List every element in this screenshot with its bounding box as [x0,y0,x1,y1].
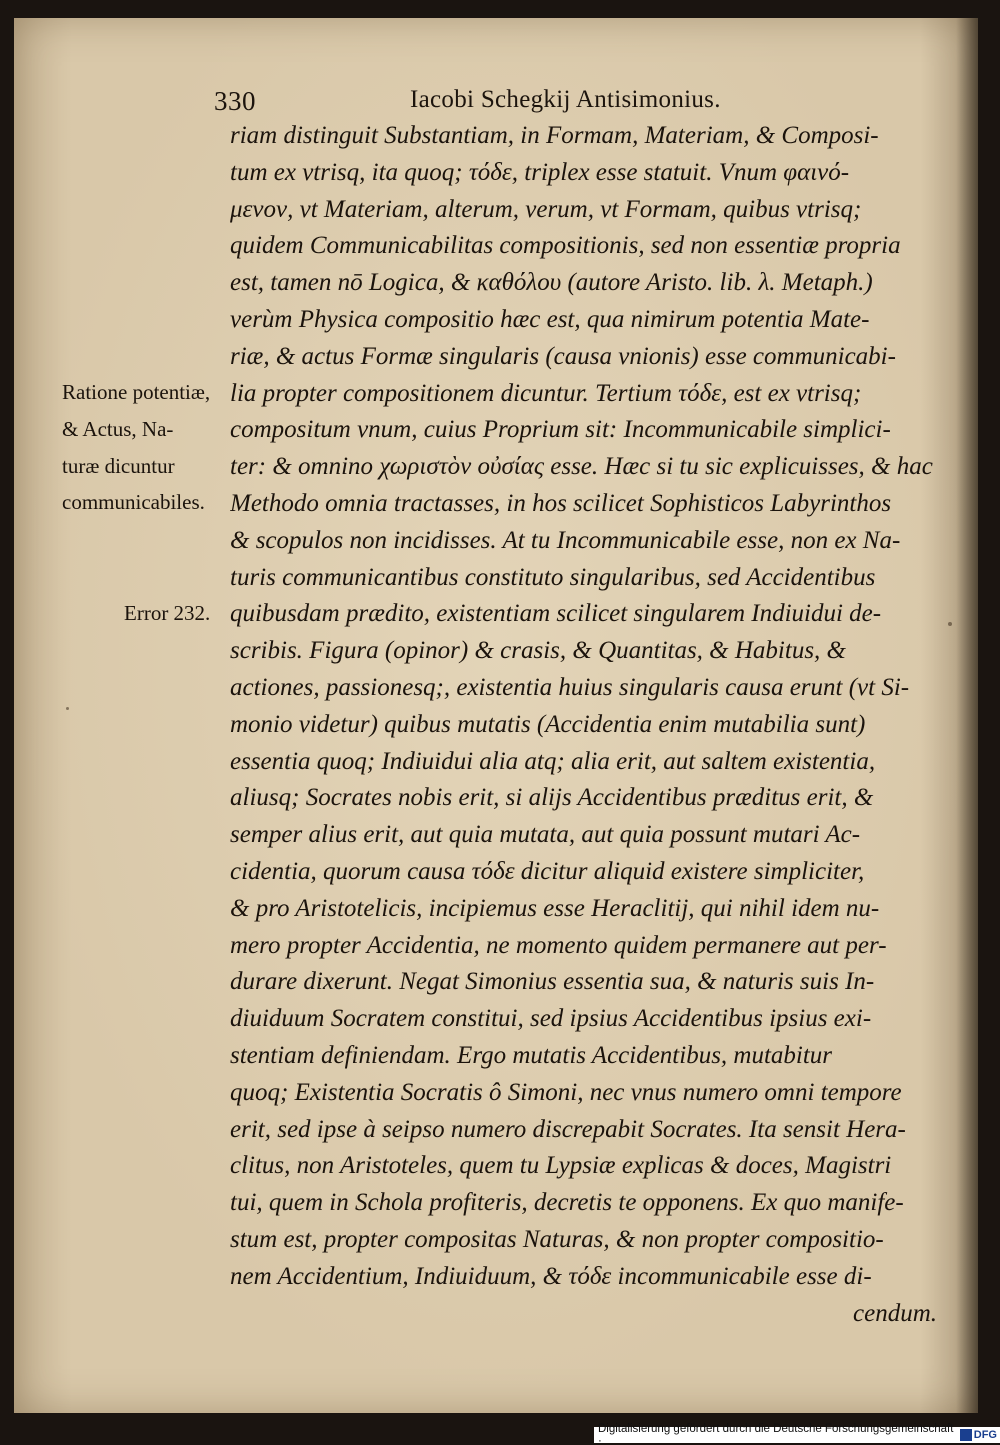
text-line: tum ex vtrisq, ita quoq; τόδε, triplex esse statuit. Vnum φαινό- [230,158,850,186]
margin-note-line: communicabiles. [62,490,205,515]
text-line: nem Accidentium, Indiuiduum, & τόδε incommunicabile esse di- [230,1262,872,1290]
text-line: turis communicantibus constituto singularibus, sed Accidentibus [230,563,876,591]
gutter-shadow [956,18,978,1413]
text-line: μενον, vt Materiam, alterum, verum, vt Formam, quibus vtrisq; [230,195,862,223]
text-line: stum est, propter compositas Naturas, & non propter compositio- [230,1225,884,1253]
text-line: erit, sed ipse à seipso numero discrepabit Socrates. Ita sensit Hera- [230,1115,906,1143]
text-line: actiones, passionesq;, existentia huius singularis causa erunt (vt Si- [230,673,910,701]
margin-note-line: turæ dicuntur [62,453,175,478]
text-line: cidentia, quorum causa τόδε dicitur aliquid existere simpliciter, [230,857,865,885]
margin-note-line: Error 232. [124,601,211,625]
text-line: quibusdam prædito, existentiam scilicet singularem Indiuidui de- [230,600,882,628]
text-line: quoq; Existentia Socratis ô Simoni, nec vnus numero omni tempore [230,1078,902,1106]
text-line: lia propter compositionem dicuntur. Tertium τόδε, est ex vtrisq; [230,379,862,407]
text-line: compositum vnum, cuius Proprium sit: Incommunicabile simplici- [230,416,891,444]
text-line: Methodo omnia tractasses, in hos scilicet Sophisticos Labyrinthos [230,489,892,517]
text-line: durare dixerunt. Negat Simonius essentia sua, & naturis suis In- [230,968,875,996]
text-line: quidem Communicabilitas compositionis, sed non essentiæ propria [230,232,901,260]
paper-speck [948,622,952,626]
text-line: monio videtur) quibus mutatis (Accidentia enim mutabilia sunt) [230,710,866,738]
body-text [230,118,955,1332]
text-line: scribis. Figura (opinor) & crasis, & Quantitas, & Habitus, & [230,637,847,665]
dfg-logo-mark-icon [960,1429,972,1441]
text-line: ter: & omnino χωριστὸν οὐσίας esse. Hæc si tu sic explicuisses, & hac [230,453,933,481]
text-line: essentia quoq; Indiuidui alia atq; alia erit, aut saltem existentia, [230,747,876,775]
text-line: tui, quem in Schola profiteris, decretis te opponens. Ex quo manife- [230,1189,904,1217]
text-line: stentiam definiendam. Ergo mutatis Accidentibus, mutabitur [230,1041,833,1069]
page-header [214,78,934,122]
text-line: & scopulos non incidisses. At tu Incommunicabile esse, non ex Na- [230,526,901,554]
margin-note-error [124,595,210,632]
footer-text: Digitalisierung gefördert durch die Deutsche Forschungsgemeinschaft · [598,1423,954,1445]
text-line: diuiduum Socratem constitui, sed ipsius Accidentibus ipsius exi- [230,1005,872,1033]
text-line: riam distinguit Substantiam, in Formam, Materiam, & Composi- [230,122,879,149]
text-line: riæ, & actus Formæ singularis (causa vnionis) esse communicabi- [230,342,896,370]
text-line: clitus, non Aristoteles, quem tu Lypsiæ explicas & doces, Magistri [230,1152,892,1180]
text-line: mero propter Accidentia, ne momento quidem permanere aut per- [230,931,887,959]
page-number: 330 [214,86,256,116]
footer-credit [594,1423,1000,1445]
margin-note-line: Ratione potentiæ, [62,380,211,404]
dfg-logo [960,1429,997,1441]
text-line: est, tamen nō Logica, & καθόλου (autore Aristo. lib. λ. Metaph.) [230,269,873,297]
text-line-final: cendum. [853,1299,937,1327]
text-line: aliusq; Socrates nobis erit, si alijs Accidentibus præditus erit, & [230,784,874,812]
text-line: semper alius erit, aut quia mutata, aut quia possunt mutari Ac- [230,821,861,849]
text-line: & pro Aristotelicis, incipiemus esse Heraclitij, qui nihil idem nu- [230,894,880,922]
margin-note-line: & Actus, Na- [62,416,174,441]
running-head: Iacobi Schegkij Antisimonius. [410,86,721,113]
dfg-logo-text: DFG [973,1429,997,1441]
paper-speck [66,707,69,710]
text-line: verùm Physica compositio hæc est, qua nimirum potentia Mate- [230,305,870,333]
margin-note-ratione [62,374,210,521]
